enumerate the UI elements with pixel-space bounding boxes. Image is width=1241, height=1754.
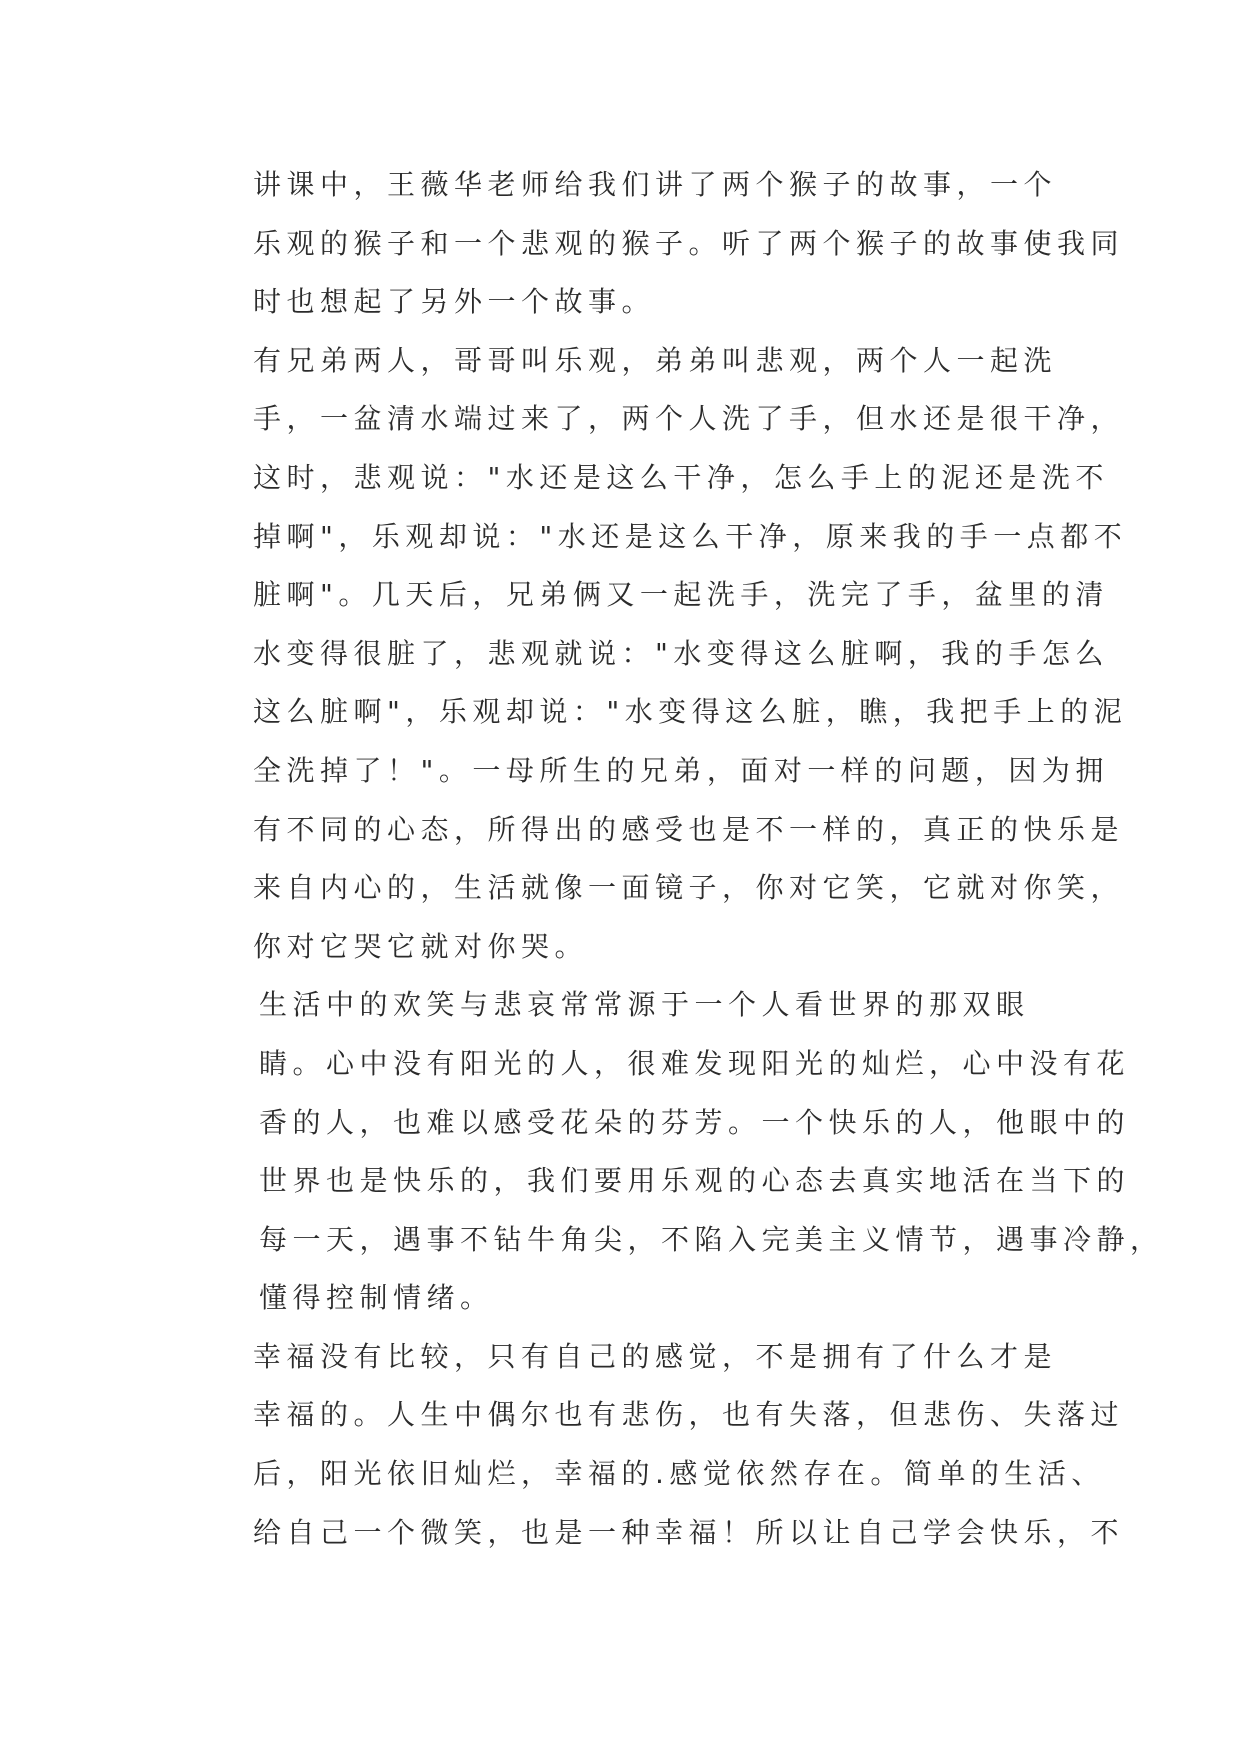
text-line: 幸福没有比较，只有自己的感觉，不是拥有了什么才是 (253, 1339, 1058, 1373)
document-body (191, 156, 1164, 1562)
text-line: 每一天，遇事不钻牛角尖，不陷入完美主义情节，遇事冷静， (259, 1222, 1164, 1256)
text-line: 时也想起了另外一个故事。 (253, 285, 656, 319)
text-line: 给自己一个微笑，也是一种幸福！所以让自己学会快乐，不 (253, 1515, 1125, 1549)
text-line: 睛。心中没有阳光的人，很难发现阳光的灿烂，心中没有花 (259, 1046, 1131, 1080)
text-line: 幸福的。人生中偶尔也有悲伤，也有失落，但悲伤、失落过 (253, 1398, 1125, 1432)
text-line: 这么脏啊"，乐观却说："水变得这么脏，瞧，我把手上的泥 (253, 695, 1128, 729)
text-line: 你对它哭它就对你哭。 (253, 929, 589, 963)
text-line: 世界也是快乐的，我们要用乐观的心态去真实地活在当下的 (259, 1164, 1131, 1198)
paragraph-2 (191, 332, 1128, 977)
paragraph-3 (191, 976, 1164, 1328)
text-line: 香的人，也难以感受花朵的芬芳。一个快乐的人，他眼中的 (259, 1105, 1131, 1139)
text-line: 全洗掉了！"。一母所生的兄弟，面对一样的问题，因为拥 (253, 753, 1109, 787)
text-line: 后，阳光依旧灿烂，幸福的.感觉依然存在。简单的生活、 (253, 1457, 1105, 1491)
text-line: 掉啊"，乐观却说："水还是这么干净，原来我的手一点都不 (253, 519, 1128, 553)
text-line: 乐观的猴子和一个悲观的猴子。听了两个猴子的故事使我同 (253, 226, 1125, 260)
paragraph-1 (191, 156, 1125, 332)
text-line: 有兄弟两人，哥哥叫乐观，弟弟叫悲观，两个人一起洗 (253, 343, 1058, 377)
text-line: 讲课中，王薇华老师给我们讲了两个猴子的故事，一个 (253, 168, 1058, 201)
text-line: 手，一盆清水端过来了，两个人洗了手，但水还是很干净， (253, 402, 1125, 436)
text-line: 生活中的欢笑与悲哀常常源于一个人看世界的那双眼 (259, 988, 1030, 1022)
paragraph-4 (191, 1328, 1125, 1562)
text-line: 这时，悲观说："水还是这么干净，怎么手上的泥还是洗不 (253, 460, 1109, 494)
text-line: 脏啊"。几天后，兄弟俩又一起洗手，洗完了手，盆里的清 (253, 578, 1109, 612)
text-line: 来自内心的，生活就像一面镜子，你对它笑，它就对你笑， (253, 871, 1125, 905)
text-line: 懂得控制情绪。 (259, 1281, 494, 1315)
text-line: 水变得很脏了，悲观就说："水变得这么脏啊，我的手怎么 (253, 636, 1109, 670)
text-line: 有不同的心态，所得出的感受也是不一样的，真正的快乐是 (253, 812, 1125, 846)
